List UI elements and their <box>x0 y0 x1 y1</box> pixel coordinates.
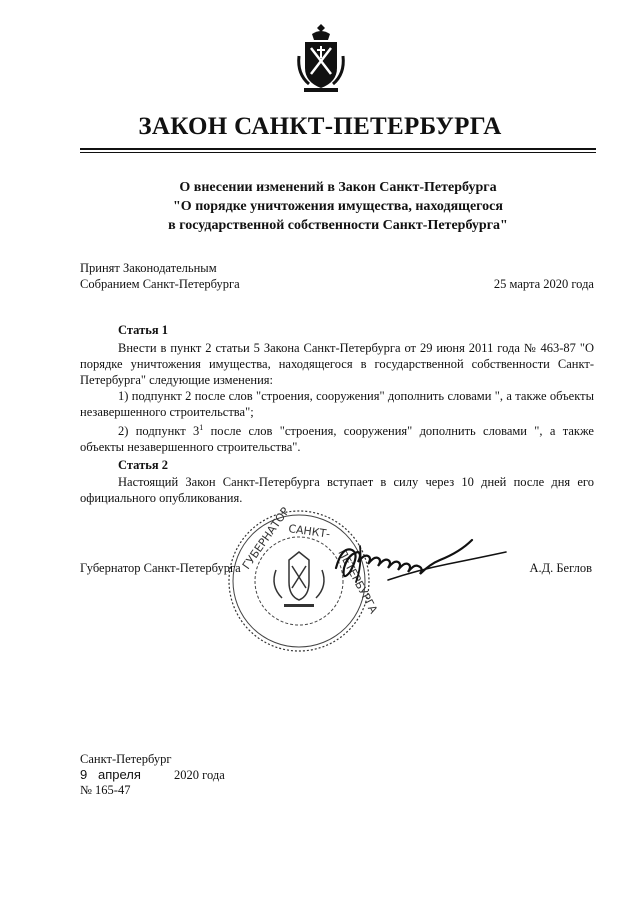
adoption-line: Собранием Санкт-Петербурга <box>80 277 240 291</box>
article-1-intro: Внести в пункт 2 статьи 5 Закона Санкт-Петербурга от 29 июня 2011 года № 463-87 "О порядке уничтожения имущества, находящегося в государственной собственности Санкт-Петербурга" следующие изменения: <box>80 341 594 387</box>
signing-day: 9 <box>80 767 88 782</box>
law-title: ЗАКОН САНКТ-ПЕТЕРБУРГА <box>138 113 502 140</box>
article-1-item: 1) подпункт 2 после слов "строения, сооружения" дополнить словами ", а также объекты незавершенного строительства"; <box>80 389 594 419</box>
title-rule-thick <box>80 148 596 150</box>
svg-text:САНКТ-: САНКТ- <box>287 522 331 541</box>
item2-superscript: 1 <box>199 423 204 432</box>
law-number: № 165-47 <box>80 783 131 797</box>
handwritten-signature <box>330 518 530 590</box>
article-2-heading: Статья 2 <box>118 458 168 472</box>
coat-of-arms-emblem <box>296 22 346 96</box>
signing-year: 2020 года <box>174 768 225 782</box>
signatory-position: Губернатор Санкт-Петербурга <box>80 561 241 575</box>
article-2-paragraph: Настоящий Закон Санкт-Петербурга вступает в силу через 10 дней после дня его официального опубликования. <box>80 475 594 505</box>
title-rule-thin <box>80 152 596 153</box>
signing-details <box>80 752 225 798</box>
adoption-block <box>80 260 240 292</box>
adoption-date: 25 марта 2020 года <box>493 277 594 291</box>
article-1-item <box>80 420 594 455</box>
signing-date <box>80 767 225 783</box>
article-2-text <box>80 474 594 506</box>
article-1-heading: Статья 1 <box>118 323 168 337</box>
svg-text:ГУБЕРНАТОР: ГУБЕРНАТОР <box>239 504 292 572</box>
item2-rest: после слов "строения, сооружения" дополнить словами ", а также объекты незавершенного строительства". <box>80 424 594 455</box>
subject-line: "О порядке уничтожения имущества, находящегося <box>173 199 503 214</box>
signing-city: Санкт-Петербург <box>80 752 172 766</box>
adoption-line: Принят Законодательным <box>80 261 217 275</box>
svg-text:ПЕТЕРБУРГА: ПЕТЕРБУРГА <box>335 547 380 616</box>
signatory-name: А.Д. Беглов <box>529 561 592 575</box>
item2-prefix: 2) подпункт 3 <box>118 424 200 439</box>
subject-line: в государственной собственности Санкт-Петербурга" <box>168 218 508 233</box>
article-1-text <box>80 340 594 455</box>
subject-line: О внесении изменений в Закон Санкт-Петербурга <box>179 180 497 195</box>
law-subject <box>80 178 596 235</box>
signing-month: апреля <box>98 767 141 782</box>
